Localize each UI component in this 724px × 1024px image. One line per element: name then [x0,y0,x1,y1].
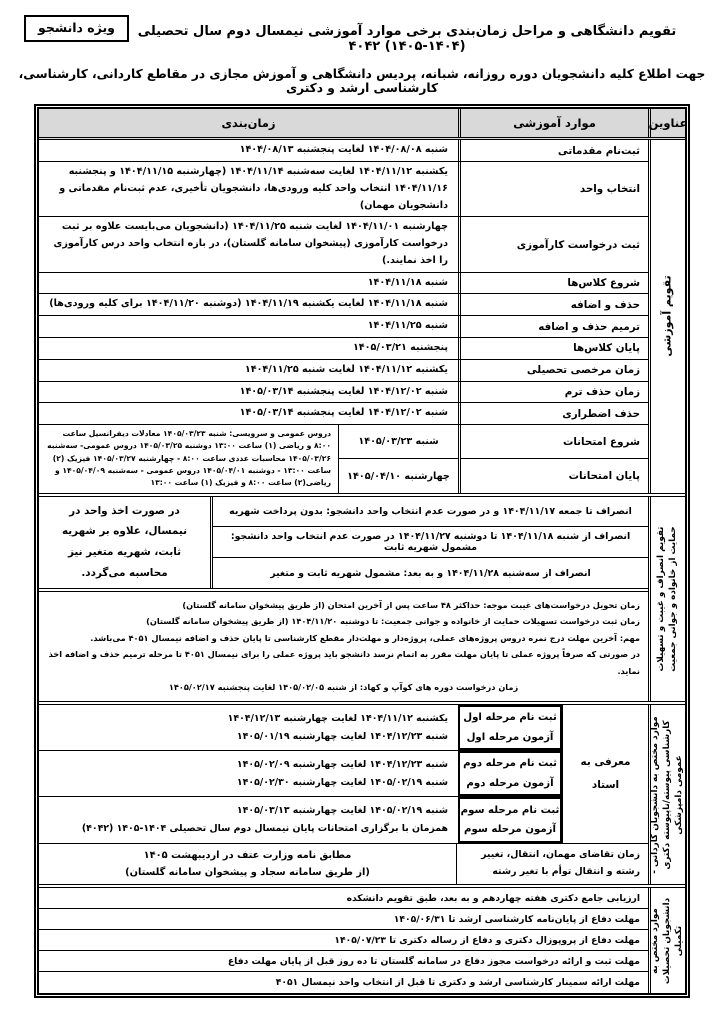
stage-dates [39,751,458,796]
stage-reg-label: ثبت نام مرحله سوم [460,804,560,816]
row-label: حذف و اضافه [458,294,648,315]
stage-reg-date: یکشنبه ۱۴۰۴/۱۱/۱۲ لغایت چهارشنبه ۱۴۰۴/۱۲/۱۳ [227,712,448,724]
withdrawal-row: انصراف از سه‌شنبه ۱۴۰۴/۱۱/۲۸ و به بعد: مشمول شهریه ثابت و متغیر [270,567,591,579]
stage-dates [39,797,458,843]
table-row [39,140,648,162]
stage-row [39,797,562,843]
graduate-row: مهلت دفاع از پروپوزال دکتری و دفاع از رساله دکتری تا ۱۴۰۵/۰۷/۲۳ [39,930,648,951]
row-value: شنبه ۱۴۰۴/۱۲/۰۲ لغایت پنجشنبه ۱۴۰۵/۰۳/۱۴ [239,385,448,397]
row-value: یکشنبه ۱۴۰۴/۱۱/۱۲ لغایت سه‌شنبه ۱۴۰۴/۱۱/۱۴ (چهارشنبه ۱۴۰۴/۱۱/۱۵ و پنجشنبه ۱۴۰۴/۱۱/۱۶ انتخاب واحد کلیه ورودی‌ها، دانشجویان تأخیری، عدم ثبت‌نام مقدماتی و دانشجویان مهمان) [59,166,448,211]
stage-rows [39,705,562,843]
transfer-value-line2: (از طریق سامانه سجاد و پیشخوان سامانه گلستان) [125,867,370,879]
withdrawal-rows [213,497,648,588]
row-label: حذف اضطراری [458,403,648,424]
withdrawal-row: انصراف تا جمعه ۱۴۰۴/۱۱/۱۷ و در صورت عدم انتخاب واحد دانشجو: بدون پرداخت شهریه [213,497,648,528]
page-title: تقویم دانشگاهی و مراحل زمان‌بندی برخی موارد آموزشی نیمسال دوم سال تحصیلی (۱۴۰۴-۱۴۰۵) ۴۰۴۲ [137,24,677,54]
row-value: یکشنبه ۱۴۰۴/۱۱/۱۲ لغایت شنبه ۱۴۰۴/۱۱/۲۵ [244,363,448,375]
section-intro-to-professor [39,705,685,888]
section4-vertical-cell [648,888,685,993]
stage-exam-date: شنبه ۱۴۰۵/۰۲/۱۹ لغایت چهارشنبه ۱۴۰۵/۰۲/۳۰ [236,776,448,788]
header-items-col: موارد آموزشی [458,109,648,137]
exam-dates [338,425,458,492]
section3-vertical-cell [648,705,685,884]
intro-to-professor-cell: معرفی به استاد [562,705,648,843]
graduate-row: مهلت ثبت و ارائه درخواست مجوز دفاع در سامانه گلستان تا ده روز قبل از پایان مهلت دفاع [39,951,648,972]
section2-body [39,497,648,702]
row-value: شنبه ۱۴۰۴/۱۱/۲۵ [367,320,448,332]
section-withdrawal [39,497,685,706]
table-row [39,360,648,382]
stage-labels [458,705,562,750]
section1-vertical-cell [648,140,685,493]
row-label: ثبت درخواست کارآموزی [458,217,648,271]
exam-end-date: چهارشنبه ۱۴۰۵/۰۴/۱۰ [347,470,450,482]
stage-exam-date: شنبه ۱۴۰۴/۱۲/۲۳ لغایت چهارشنبه ۱۴۰۵/۰۱/۱۹ [236,730,448,742]
row-value: شنبه ۱۴۰۴/۱۲/۰۲ لغایت پنجشنبه ۱۴۰۵/۰۳/۱۴ [239,407,448,419]
transfer-value [39,844,456,884]
stage-reg-date: شنبه ۱۴۰۵/۰۲/۱۹ لغایت چهارشنبه ۱۴۰۵/۰۳/۱۳ [236,805,448,816]
transfer-label: زمان تقاضای مهمان، انتقال، تغییر رشته و انتقال توأم با تغیر رشته [456,844,648,884]
stage-exam-label: آزمون مرحله سوم [463,824,557,836]
general-notes [39,592,648,701]
graduate-row: مهلت ارائه سمینار کارشناسی ارشد و دکتری تا قبل از انتخاب واحد نیمسال ۴۰۵۱ [275,977,640,989]
stage-row [39,751,562,797]
note-line: مهم: آخرین مهلت درج نمره دروس پروژه‌های عملی، پروژه‌دار و مهلت‌دار مقطع کارشناسی تا پایان حذف و اضافه نیمسال ۴۰۵۱ می‌باشد. [90,632,640,643]
section2-vertical-cell [648,497,685,702]
exam-start-label: شروع امتحانات [461,425,648,459]
table-row [39,217,648,272]
section4-vertical-label: موارد مختص به دانشجویان تحصیلات تکمیلی [650,897,684,984]
row-label: زمان مرخصی تحصیلی [458,360,648,381]
tuition-note-box: در صورت اخذ واحد در نیمسال، علاوه بر شهریه ثابت، شهریه متغیر نیز محاسبه می‌گردد. [39,497,213,588]
graduate-row: ارزیابی جامع دکتری هفته چهاردهم و به بعد، طبق تقویم دانشکده [39,888,648,909]
stage-reg-date: شنبه ۱۴۰۴/۱۲/۲۳ لغایت چهارشنبه ۱۴۰۵/۰۲/۰۹ [236,758,448,770]
section2-vertical-label: تقویم انصراف و غیبت و تسهیلات حمایت از خانواده و جوانی جمعیت [656,526,678,672]
table-row [39,316,648,338]
table-row [39,273,648,295]
note-line: زمان درخواست دوره های کوآپ و کهاد: از شنبه ۱۴۰۵/۰۲/۰۵ لغایت پنجشنبه ۱۴۰۵/۰۲/۱۷ [168,681,519,692]
stages-grid [39,705,648,844]
header-schedule-col: زمان‌بندی [221,116,276,130]
table-row [39,162,648,217]
table-row [39,382,648,404]
section-graduate-students [39,888,685,993]
row-label: ثبت‌نام مقدماتی [458,140,648,161]
withdrawal-row: انصراف از شنبه ۱۴۰۴/۱۱/۱۸ تا دوشنبه ۱۴۰۴/۱۱/۲۷ در صورت عدم انتخاب واحد دانشجو: مشمول شهریه ثابت [213,527,648,558]
graduate-row: مهلت دفاع از پایان‌نامه کارشناسی ارشد تا ۱۴۰۵/۰۶/۳۱ [39,909,648,930]
exam-start-date: شنبه ۱۴۰۵/۰۳/۲۳ [339,425,458,459]
student-badge: ویژه دانشجو [24,15,129,42]
exam-schedule-note: دروس عمومی و سرویسی: شنبه ۱۴۰۵/۰۳/۲۳ معادلات دیفرانسیل ساعت ۸:۰۰ و ریاضی (۱) ساعت ۱۳:۰۰ دوشنبه ۱۴۰۵/۰۳/۲۵ دروس عمومی- سه‌شنبه ۱۴۰۵/۰۳/۲۶ محاسبات عددی ساعت ۸:۰۰ - چهارشنبه ۱۴۰۵/۰۳/۲۷ فیزیک (۲) ساعت ۱۳:۰۰ - دوشنبه ۱۴۰۵/۰۴/۰۱ دروس عمومی - سه‌شنبه ۱۴۰۵/۰۴/۰۹ و ریاضی(۲) ساعت ۸:۰۰ و فیزیک (۱) ساعت ۱۳:۰۰ [47,429,331,488]
exam-labels [458,425,648,492]
table-row [39,403,648,425]
note-line: زمان ثبت درخواست تسهیلات حمایت از خانواده و جوانی جمعیت: تا دوشنبه ۱۴۰۴/۱۱/۲۰ (از طریق پیشخوان سامانه گلستان) [146,616,640,627]
note-line: در صورتی که صرفاً پروژه عملی تا پایان مهلت مقرر به اتمام نرسد دانشجو باید پروژه عملی را برای نیمسال ۴۰۵۱ تا مرحله ترمیم حذف و اضافه اخذ نماید. [48,649,640,676]
row-label: انتخاب واحد [458,162,648,216]
table-header-row [39,109,688,140]
stage-reg-label: ثبت نام مرحله دوم [463,758,557,770]
stage-labels [458,797,562,843]
transfer-value-line1: مطابق نامه وزارت عتف در اردیبهشت ۱۴۰۵ [143,849,352,861]
row-label: شروع کلاس‌ها [458,273,648,294]
row-label: ترمیم حذف و اضافه [458,316,648,337]
withdrawal-rows-block [39,497,648,592]
exam-end-label: پایان امتحانات [568,470,640,483]
stage-exam-date: همزمان با برگزاری امتحانات پایان نیمسال دوم سال تحصیلی ۱۴۰۴-۱۴۰۵ (۴۰۴۲) [81,823,448,835]
stage-dates [39,705,458,750]
section3-vertical-label: موارد مختص به دانشجویان کاردانی - کارشناسی پیوسته/ناپیوسته دکتری عمومی دامپزشکی [650,716,684,874]
table-row [39,294,648,316]
stage-row [39,705,562,751]
row-value: شنبه ۱۴۰۴/۰۸/۰۸ لغایت پنجشنبه ۱۴۰۴/۰۸/۱۳ [239,144,448,156]
note-line: زمان تحویل درخواست‌های غیبت موجه: حداکثر ۴۸ ساعت پس از آخرین امتحان (از طریق پیشخوان سامانه گلستان) [182,599,640,610]
section-academic-calendar [39,140,685,497]
stage-exam-label: آزمون مرحله دوم [466,777,554,789]
transfer-row [39,844,648,884]
stage-reg-label: ثبت نام مرحله اول [463,712,557,724]
row-value: چهارشنبه ۱۴۰۴/۱۱/۰۱ لغایت شنبه ۱۴۰۴/۱۱/۲۵ (دانشجویان می‌بایست علاوه بر ثبت درخواست کارآموزی (پیشخوان سامانه گلستان)، در بازه انتخاب واحد درس کارآموزی را اخذ نمایند.) [53,221,448,266]
header-titles-col: عناوین [648,109,685,137]
section1-vertical-label: تقویم آموزشی [660,275,674,357]
row-value: شنبه ۱۴۰۴/۱۱/۱۸ لغایت یکشنبه ۱۴۰۴/۱۱/۱۹ (دوشنبه ۱۴۰۴/۱۱/۲۰ برای کلیه ورودی‌ها) [49,298,448,310]
section4-body [39,888,648,993]
row-label: زمان حذف ترم [458,382,648,403]
row-value: پنجشنبه ۱۴۰۵/۰۳/۲۱ [352,342,448,354]
row-label: پایان کلاس‌ها [458,338,648,359]
table-row [39,338,648,360]
stage-labels [458,751,562,796]
calendar-table [34,104,690,998]
section1-body [39,140,648,493]
stage-exam-label: آزمون مرحله اول [466,731,554,743]
exams-block [39,425,648,492]
page-subtitle: جهت اطلاع کلیه دانشجویان دوره روزانه، شبانه، پردیس دانشگاهی و آموزش مجازی در مقاطع کاردانی، کارشناسی، کارشناسی ارشد و دکتری [18,67,706,95]
section3-body [39,705,648,884]
row-value: شنبه ۱۴۰۴/۱۱/۱۸ [367,276,448,288]
